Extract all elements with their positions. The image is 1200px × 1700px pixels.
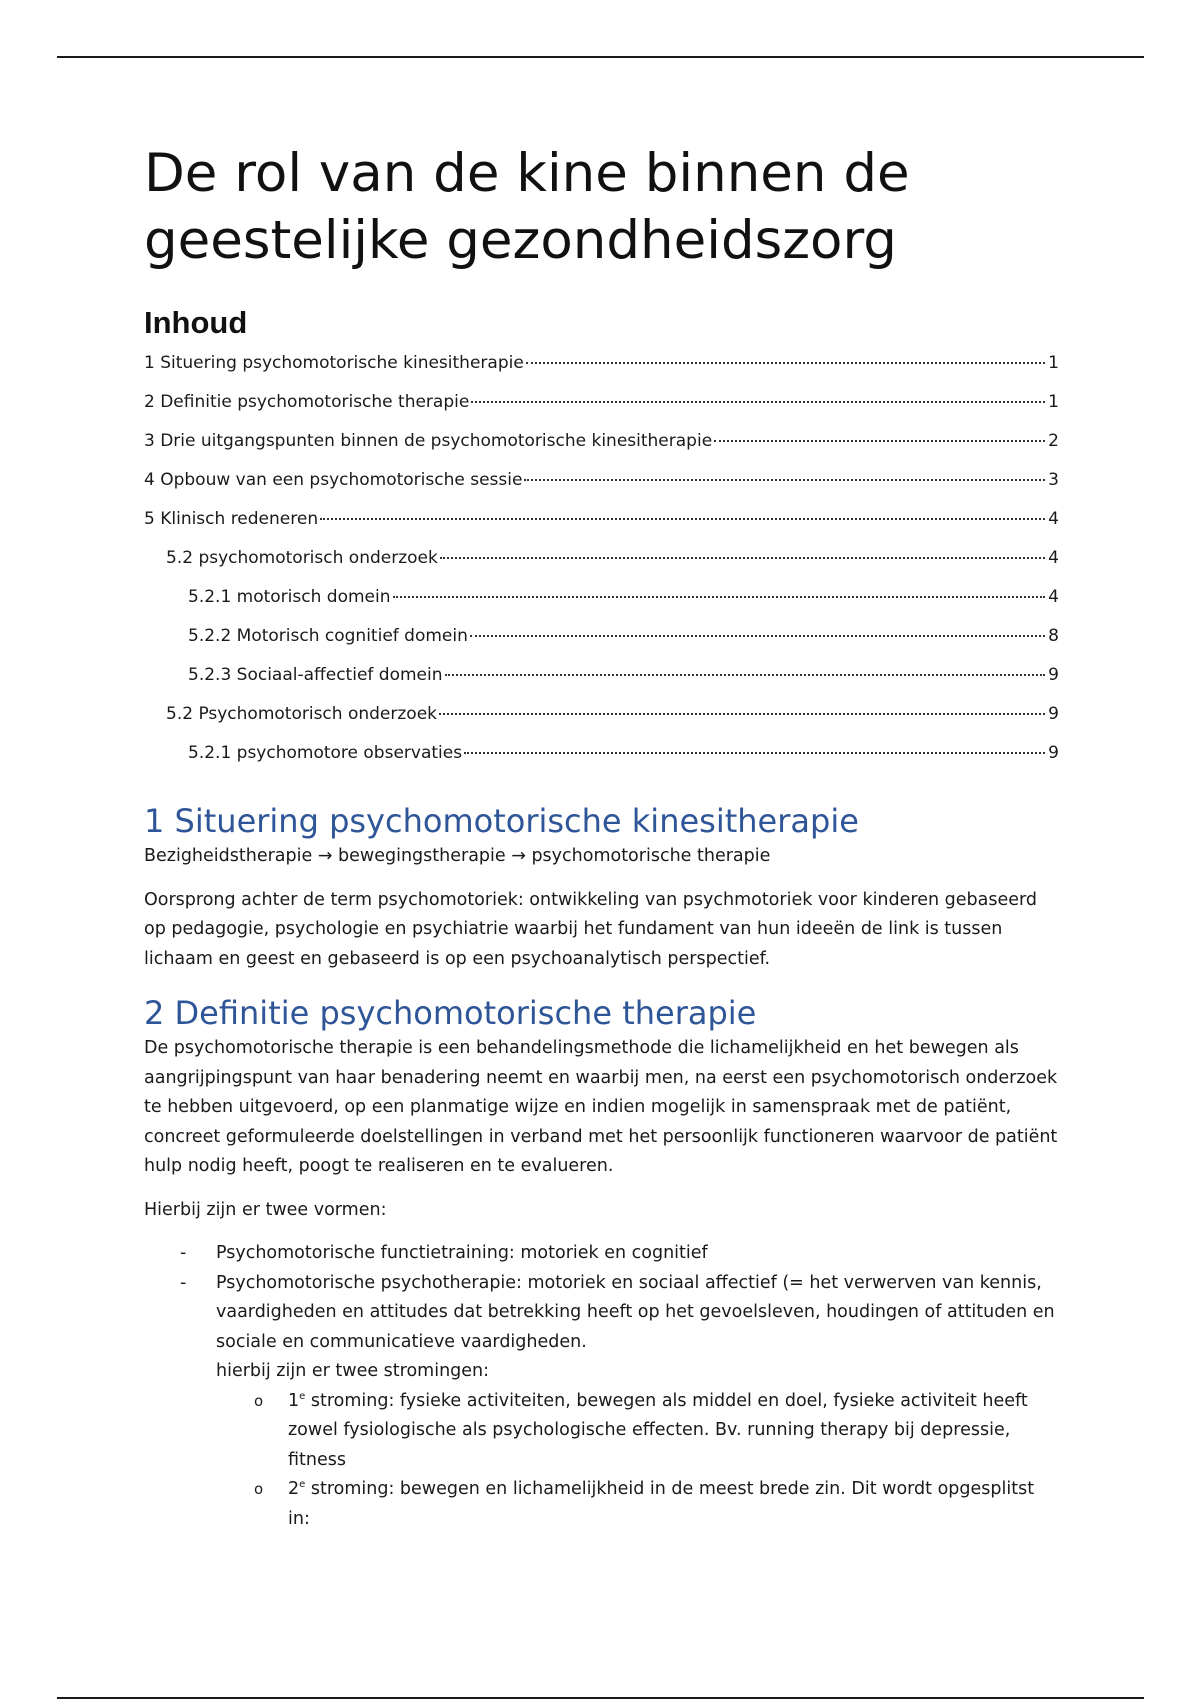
title-line-1: De rol van de kine binnen de [144, 143, 910, 204]
list-item [216, 1239, 1059, 1269]
toc-entry-label: 5.2.2 Motorisch cognitief domein [188, 626, 468, 646]
toc-entry-label: 3 Drie uitgangspunten binnen de psychomotorische kinesitherapie [144, 431, 713, 451]
ordinal-suffix: e [299, 1390, 306, 1402]
toc-entry-page: 9 [1048, 665, 1059, 685]
toc-leader [464, 752, 1045, 754]
sub-list-item-text: stroming: fysieke activiteiten, bewegen als middel en doel, fysieke activiteit heeft zowel fysiologische als psychologische effecten. Bv. running therapy bij depressie, fitness [288, 1390, 1028, 1470]
toc-entry-label: 5.2.1 motorisch domein [188, 587, 391, 607]
ordinal-number: 2 [288, 1479, 300, 1499]
toc-entry[interactable] [144, 353, 1059, 392]
forms-list [144, 1239, 1059, 1534]
toc-leader [439, 713, 1045, 715]
list-item-text: Psychomotorische functietraining: motoriek en cognitief [216, 1243, 708, 1263]
toc-heading: Inhoud [144, 305, 248, 340]
stromingen-list [216, 1387, 1059, 1535]
toc-leader [440, 557, 1045, 559]
toc-entry-label: 5 Klinisch redeneren [144, 509, 319, 529]
toc-entry-label: 4 Opbouw van een psychomotorische sessie [144, 470, 523, 490]
toc-leader [526, 362, 1045, 364]
toc-entry-page: 2 [1048, 431, 1059, 451]
list-item [216, 1269, 1059, 1535]
toc-entry-label: 5.2 Psychomotorisch onderzoek [166, 704, 437, 724]
toc-entry[interactable] [144, 587, 1059, 626]
toc-leader [445, 674, 1046, 676]
section-2-heading: 2 Definitie psychomotorische therapie [144, 994, 757, 1032]
section-2-intro: Hierbij zijn er twee vormen: [144, 1199, 387, 1220]
toc-entry-page: 8 [1048, 626, 1059, 646]
toc-entry[interactable] [144, 470, 1059, 509]
toc-entry[interactable] [144, 665, 1059, 704]
toc-entry-label: 5.2.3 Sociaal-affectief domein [188, 665, 443, 685]
toc-entry-label: 5.2.1 psychomotore observaties [188, 743, 463, 763]
list-item-subtext: hierbij zijn er twee stromingen: [216, 1361, 490, 1381]
section-2-paragraph: De psychomotorische therapie is een behandelingsmethode die lichamelijkheid en het bewegen als aangrijpingspunt van haar benadering neemt en waarbij men, na eerst een psychomotorisch onderzoek te hebben uitgevoerd, op een planmatige wijze en indien mogelijk in samenspraak met de patiënt, concreet geformuleerde doelstellingen in verband met het persoonlijk functioneren waarvoor de patiënt hulp nodig heeft, poogt te realiseren en te evalueren. [144, 1038, 1058, 1176]
toc-entry-label: 2 Definitie psychomotorische therapie [144, 392, 470, 412]
toc-entry-page: 4 [1048, 509, 1059, 529]
section-1-flow-line: Bezigheidstherapie → bewegingstherapie → psychomotorische therapie [144, 846, 771, 866]
toc-entry[interactable] [144, 704, 1059, 743]
toc-leader [470, 635, 1045, 637]
title-line-2: geestelijke gezondheidszorg [144, 210, 897, 271]
toc-entry-page: 1 [1048, 353, 1059, 373]
toc-entry-page: 9 [1048, 743, 1059, 763]
list-item-text: Psychomotorische psychotherapie: motoriek en sociaal affectief (= het verwerven van kennis, vaardigheden en attitudes dat betrekking heeft op het gevoelsleven, houdingen of attituden en sociale en communicatieve vaardigheden. [216, 1272, 1055, 1352]
toc-entry-page: 4 [1048, 548, 1059, 568]
toc-leader [320, 518, 1045, 520]
toc-entry-label: 1 Situering psychomotorische kinesitherapie [144, 353, 524, 373]
sub-list-item [288, 1475, 1059, 1534]
toc-entry-page: 1 [1048, 392, 1059, 412]
toc-entry-label: 5.2 psychomotorisch onderzoek [166, 548, 438, 568]
toc-leader [471, 401, 1045, 403]
toc-entry[interactable] [144, 392, 1059, 431]
section-1-paragraph: Oorsprong achter de term psychomotoriek: ontwikkeling van psychmotoriek voor kinderen gebaseerd op pedagogie, psychologie en psychiatrie waarbij het fundament van hun ideeën de link is tussen lichaam en geest en gebaseerd is op een psychoanalytisch perspectief. [144, 889, 1037, 969]
toc-leader [393, 596, 1046, 598]
toc-entry-page: 3 [1048, 470, 1059, 490]
toc-leader [524, 479, 1045, 481]
toc-leader [714, 440, 1045, 442]
toc-entry[interactable] [144, 548, 1059, 587]
footer-rule [57, 1697, 1144, 1699]
table-of-contents [144, 353, 1059, 782]
toc-entry[interactable] [144, 509, 1059, 548]
sub-list-item-text: stroming: bewegen en lichamelijkheid in de meest brede zin. Dit wordt opgesplitst in: [288, 1479, 1035, 1529]
toc-entry[interactable] [144, 431, 1059, 470]
document-page [144, 140, 1059, 1534]
header-rule [57, 56, 1144, 58]
document-title [144, 140, 1059, 274]
toc-entry[interactable] [144, 743, 1059, 782]
toc-entry-page: 9 [1048, 704, 1059, 724]
ordinal-number: 1 [288, 1390, 300, 1411]
ordinal-suffix: e [299, 1479, 306, 1491]
toc-entry-page: 4 [1048, 587, 1059, 607]
section-1-heading: 1 Situering psychomotorische kinesitherapie [144, 802, 859, 840]
sub-list-item [288, 1387, 1059, 1476]
toc-entry[interactable] [144, 626, 1059, 665]
